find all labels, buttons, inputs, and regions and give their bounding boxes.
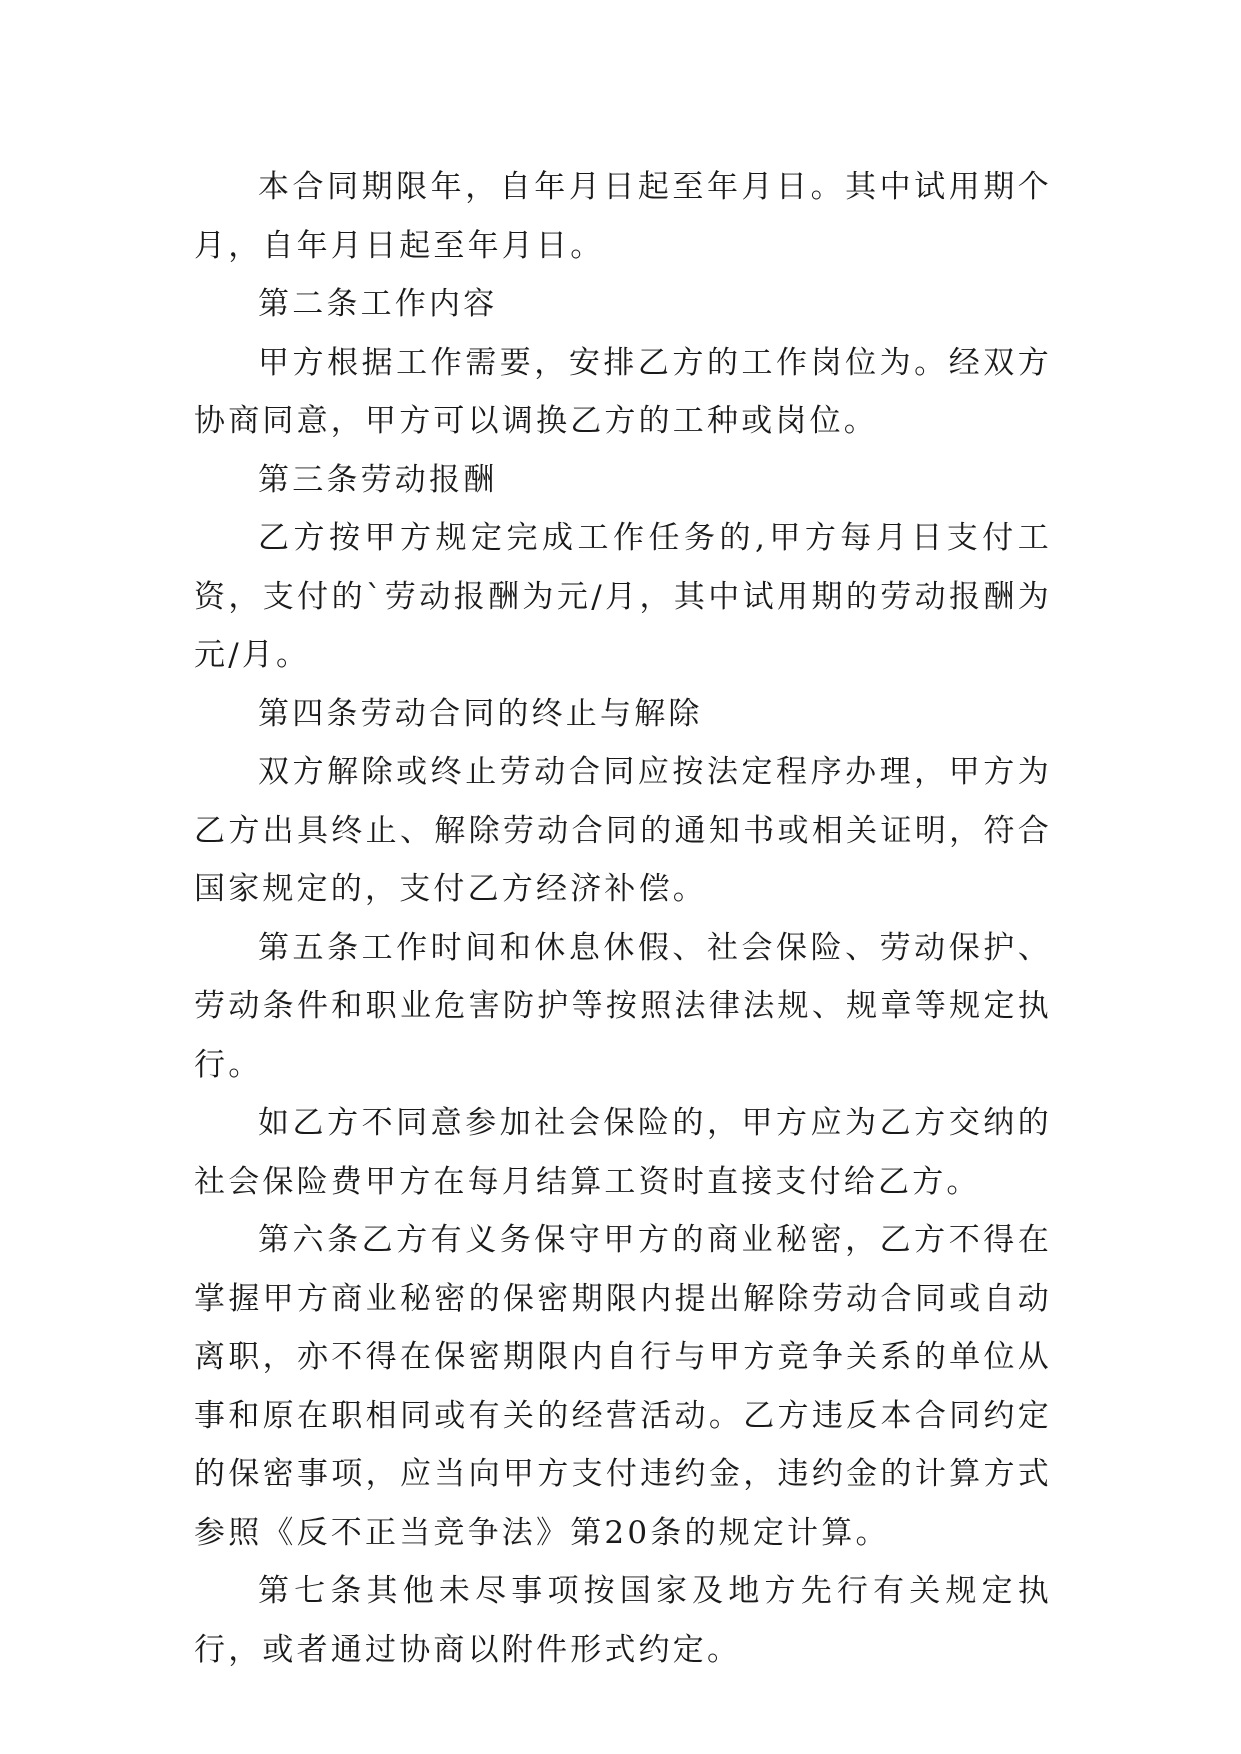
article-3-heading: 第三条劳动报酬 <box>258 461 498 498</box>
work-content-paragraph: 甲方根据工作需要，安排乙方的工作岗位为。经双方协商同意，甲方可以调换乙方的工种或岗位。 <box>194 344 1052 439</box>
remuneration-paragraph: 乙方按甲方规定完成工作任务的,甲方每月日支付工资，支付的`劳动报酬为元/月，其中试用期的劳动报酬为元/月。 <box>194 520 1052 673</box>
article-5-paragraph: 第五条工作时间和休息休假、社会保险、劳动保护、劳动条件和职业危害防护等按照法律法规、规章等规定执行。 <box>194 929 1052 1083</box>
article-4-heading: 第四条劳动合同的终止与解除 <box>258 695 703 732</box>
document-body <box>194 158 1052 1679</box>
contract-term-paragraph: 本合同期限年，自年月日起至年月日。其中试用期个月，自年月日起至年月日。 <box>194 169 1052 264</box>
article-7-paragraph: 第七条其他未尽事项按国家及地方先行有关规定执行，或者通过协商以附件形式约定。 <box>194 1573 1052 1668</box>
termination-paragraph: 双方解除或终止劳动合同应按法定程序办理，甲方为乙方出具终止、解除劳动合同的通知书或相关证明，符合国家规定的，支付乙方经济补偿。 <box>194 754 1052 907</box>
article-6-paragraph: 第六条乙方有义务保守甲方的商业秘密，乙方不得在掌握甲方商业秘密的保密期限内提出解除劳动合同或自动离职，亦不得在保密期限内自行与甲方竞争关系的单位从事和原在职相同或有关的经营活动。乙方违反本合同约定的保密事项，应当向甲方支付违约金，违约金的计算方式参照《反不正当竞争法》第20条的规定计算。 <box>194 1222 1052 1551</box>
article-2-heading: 第二条工作内容 <box>258 286 498 322</box>
social-insurance-paragraph: 如乙方不同意参加社会保险的，甲方应为乙方交纳的社会保险费甲方在每月结算工资时直接支付给乙方。 <box>194 1105 1052 1200</box>
